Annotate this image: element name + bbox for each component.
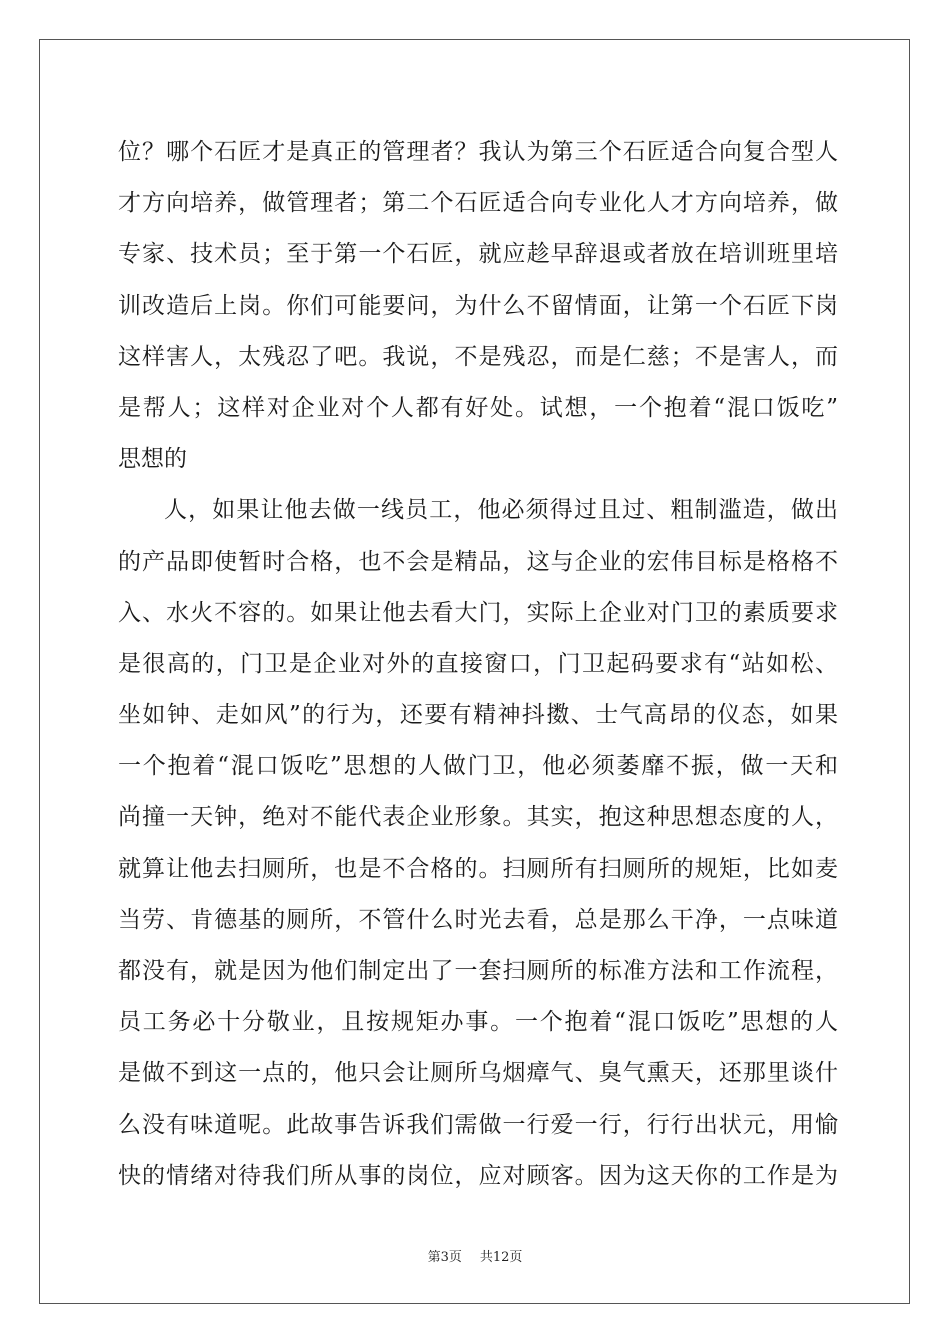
paragraph-2-line-3: 入、水火不容的。如果让他去看大门，实际上企业对门卫的素质要求 — [118, 599, 838, 626]
paragraph-1-line-6: 是帮人；这样对企业对个人都有好处。试想，一个抱着“混口饭吃” — [118, 394, 838, 421]
paragraph-2-line-14: 快的情绪对待我们所从事的岗位，应对顾客。因为这天你的工作是为 — [118, 1162, 838, 1189]
page-total: 共12页 — [479, 1250, 523, 1265]
paragraph-1-line-1: 位？哪个石匠才是真正的管理者？我认为第三个石匠适合向复合型人 — [118, 139, 838, 165]
paragraph-1-line-5: 这样害人，太残忍了吧。我说，不是残忍，而是仁慈；不是害人，而 — [118, 343, 838, 370]
paragraph-2-line-11: 员工务必十分敬业，且按规矩办事。一个抱着“混口饭吃”思想的人 — [118, 1009, 838, 1036]
paragraph-2-line-6: 一个抱着“混口饭吃”思想的人做门卫，他必须萎靡不振，做一天和 — [118, 753, 838, 780]
paragraph-2-line-4: 是很高的，门卫是企业对外的直接窗口，门卫起码要求有“站如松、 — [118, 650, 838, 677]
paragraph-2-line-5: 坐如钟、走如风”的行为，还要有精神抖擞、士气高昂的仪态，如果 — [118, 702, 838, 729]
paragraph-2-line-12: 是做不到这一点的，他只会让厕所乌烟瘴气、臭气熏天，还那里谈什 — [118, 1060, 838, 1087]
paragraph-1-line-2: 才方向培养，做管理者；第二个石匠适合向专业化人才方向培养，做 — [118, 190, 838, 217]
paragraph-1-line-3: 专家、技术员；至于第一个石匠，就应趁早辞退或者放在培训班里培 — [118, 241, 838, 268]
paragraph-2-line-10: 都没有，就是因为他们制定出了一套扫厕所的标准方法和工作流程， — [118, 958, 838, 984]
paragraph-2-line-8: 就算让他去扫厕所，也是不合格的。扫厕所有扫厕所的规矩，比如麦 — [118, 855, 838, 882]
paragraph-1-line-7: 思想的 — [118, 446, 187, 473]
paragraph-2-line-7: 尚撞一天钟，绝对不能代表企业形象。其实，抱这种思想态度的人， — [118, 804, 838, 831]
paragraph-2-line-2: 的产品即使暂时合格，也不会是精品，这与企业的宏伟目标是格格不 — [118, 548, 838, 575]
paragraph-2-line-13: 么没有味道呢。此故事告诉我们需做一行爱一行，行行出状元，用愉 — [118, 1111, 838, 1138]
document-body — [118, 127, 838, 1202]
page-number: 第3页 — [427, 1250, 462, 1265]
paragraph-2-line-1: 人，如果让他去做一线员工，他必须得过且过、粗制滥造，做出 — [164, 497, 838, 524]
paragraph-1-line-4: 训改造后上岗。你们可能要问，为什么不留情面，让第一个石匠下岗 — [118, 292, 838, 319]
page-footer — [0, 1248, 950, 1268]
paragraph-2-line-9: 当劳、肯德基的厕所，不管什么时光去看，总是那么干净，一点味道 — [118, 906, 838, 933]
